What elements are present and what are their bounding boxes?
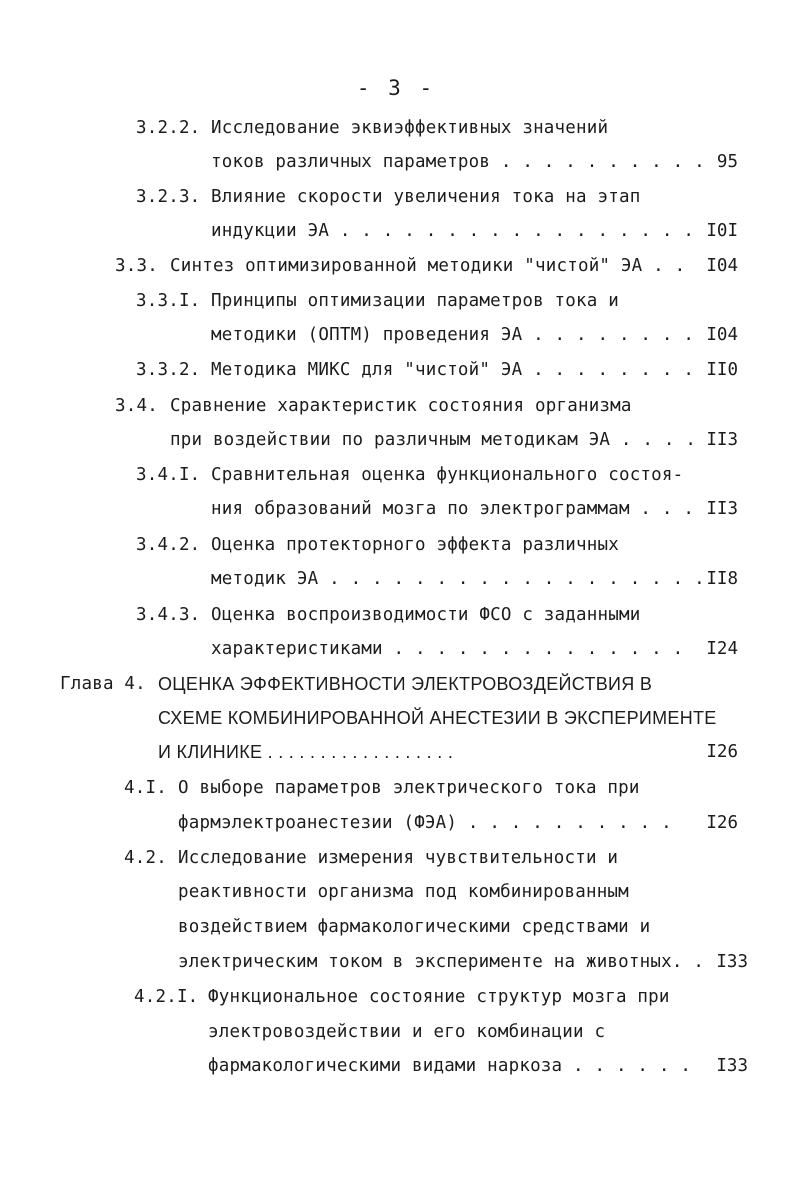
toc-entry-number: 3.4.I. xyxy=(136,465,201,485)
toc-entry-page: II8 xyxy=(706,569,738,589)
page-number: - 3 - xyxy=(356,76,436,100)
chapter-page: I26 xyxy=(706,742,738,762)
toc-entry-title-cont: характеристиками . . . . . . . . . . . . . . xyxy=(211,639,684,659)
toc-entry-number: 3.2.3. xyxy=(136,187,201,207)
toc-entry-title-cont: ния образований мозга по электрограммам . . . xyxy=(211,499,695,519)
toc-entry-number: 3.3.I. xyxy=(136,291,201,311)
toc-entry-number: 3.2.2. xyxy=(136,118,201,138)
toc-entry-title-cont: методик ЭА . . . . . . . . . . . . . . . . . . xyxy=(211,569,705,589)
toc-entry-title: Исследование измерения чувствительности и xyxy=(178,848,619,868)
toc-entry-page: I04 xyxy=(706,325,738,345)
toc-entry-title: Сравнение характеристик состояния организма xyxy=(170,396,632,416)
toc-entry-page: II0 xyxy=(706,360,738,380)
toc-entry-page: I0I xyxy=(706,221,738,241)
toc-entry-title: Функциональное состояние структур мозга при xyxy=(208,987,670,1007)
toc-entry-title: Синтез оптимизированной методики "чистой" ЭА . . xyxy=(170,256,686,276)
toc-entry-title-cont: фармэлектроанестезии (ФЭА) . . . . . . . . . . xyxy=(178,813,672,833)
toc-entry-number: 3.3.2. xyxy=(136,360,201,380)
toc-entry-page: I24 xyxy=(706,639,738,659)
toc-entry-number: 3.3. xyxy=(115,256,158,276)
toc-entry-title: Методика МИКС для "чистой" ЭА . . . . . . . . xyxy=(211,360,695,380)
toc-entry-title: О выборе параметров электрического тока при xyxy=(178,778,640,798)
toc-entry-title-cont: методики (ОПТМ) проведения ЭА . . . . . . . . xyxy=(211,325,695,345)
toc-entry-title: Оценка воспроизводимости ФСО с заданными xyxy=(211,605,641,625)
chapter-title-cont: И КЛИНИКЕ . . . . . . . . . . . . . . . . . . xyxy=(158,742,454,762)
chapter-number: Глава 4. xyxy=(60,674,146,694)
toc-entry-title-cont: индукции ЭА . . . . . . . . . . . . . . . . . xyxy=(211,221,695,241)
toc-entry-number: 4.2. xyxy=(124,848,167,868)
toc-entry-title-cont: электровоздействии и его комбинации с xyxy=(208,1022,606,1042)
toc-entry-page: I33 xyxy=(716,952,748,972)
toc-entry-title-cont: фармакологическими видами наркоза . . . . . . xyxy=(208,1056,692,1076)
chapter-title: ОЦЕНКА ЭФФЕКТИВНОСТИ ЭЛЕКТРОВОЗДЕЙСТВИЯ В xyxy=(158,674,653,694)
toc-entry-title: Исследование эквиэффективных значений xyxy=(211,118,609,138)
chapter-title-cont: СХЕМЕ КОМБИНИРОВАННОЙ АНЕСТЕЗИИ В ЭКСПЕРИМЕНТЕ xyxy=(158,708,717,728)
toc-entry-title-cont: электрическим током в эксперименте на животных. . xyxy=(178,952,705,972)
toc-entry-number: 3.4.2. xyxy=(136,535,201,555)
toc-entry-page: I33 xyxy=(716,1056,748,1076)
toc-entry-title: Сравнительная оценка функционального состоя- xyxy=(211,465,684,485)
toc-entry-title: Оценка протекторного эффекта различных xyxy=(211,535,619,555)
toc-entry-title: Принципы оптимизации параметров тока и xyxy=(211,291,619,311)
toc-entry-page: I26 xyxy=(706,813,738,833)
toc-entry-page: II3 xyxy=(706,430,738,450)
toc-entry-page: I04 xyxy=(706,256,738,276)
toc-entry-title-cont: реактивности организма под комбинированным xyxy=(178,882,629,902)
toc-entry-page: 95 xyxy=(716,152,738,172)
toc-entry-title-cont: при воздействии по различным методикам ЭА . . . . xyxy=(170,430,697,450)
toc-entry-number: 4.2.I. xyxy=(134,987,199,1007)
toc-entry-number: 3.4.3. xyxy=(136,605,201,625)
toc-entry-number: 3.4. xyxy=(115,396,158,416)
toc-entry-title: Влияние скорости увеличения тока на этап xyxy=(211,187,641,207)
toc-entry-number: 4.I. xyxy=(124,778,167,798)
toc-entry-title-cont: токов различных параметров . . . . . . . . . . xyxy=(211,152,705,172)
toc-entry-title-cont: воздействием фармакологическими средствами и xyxy=(178,917,651,937)
toc-entry-page: II3 xyxy=(706,499,738,519)
